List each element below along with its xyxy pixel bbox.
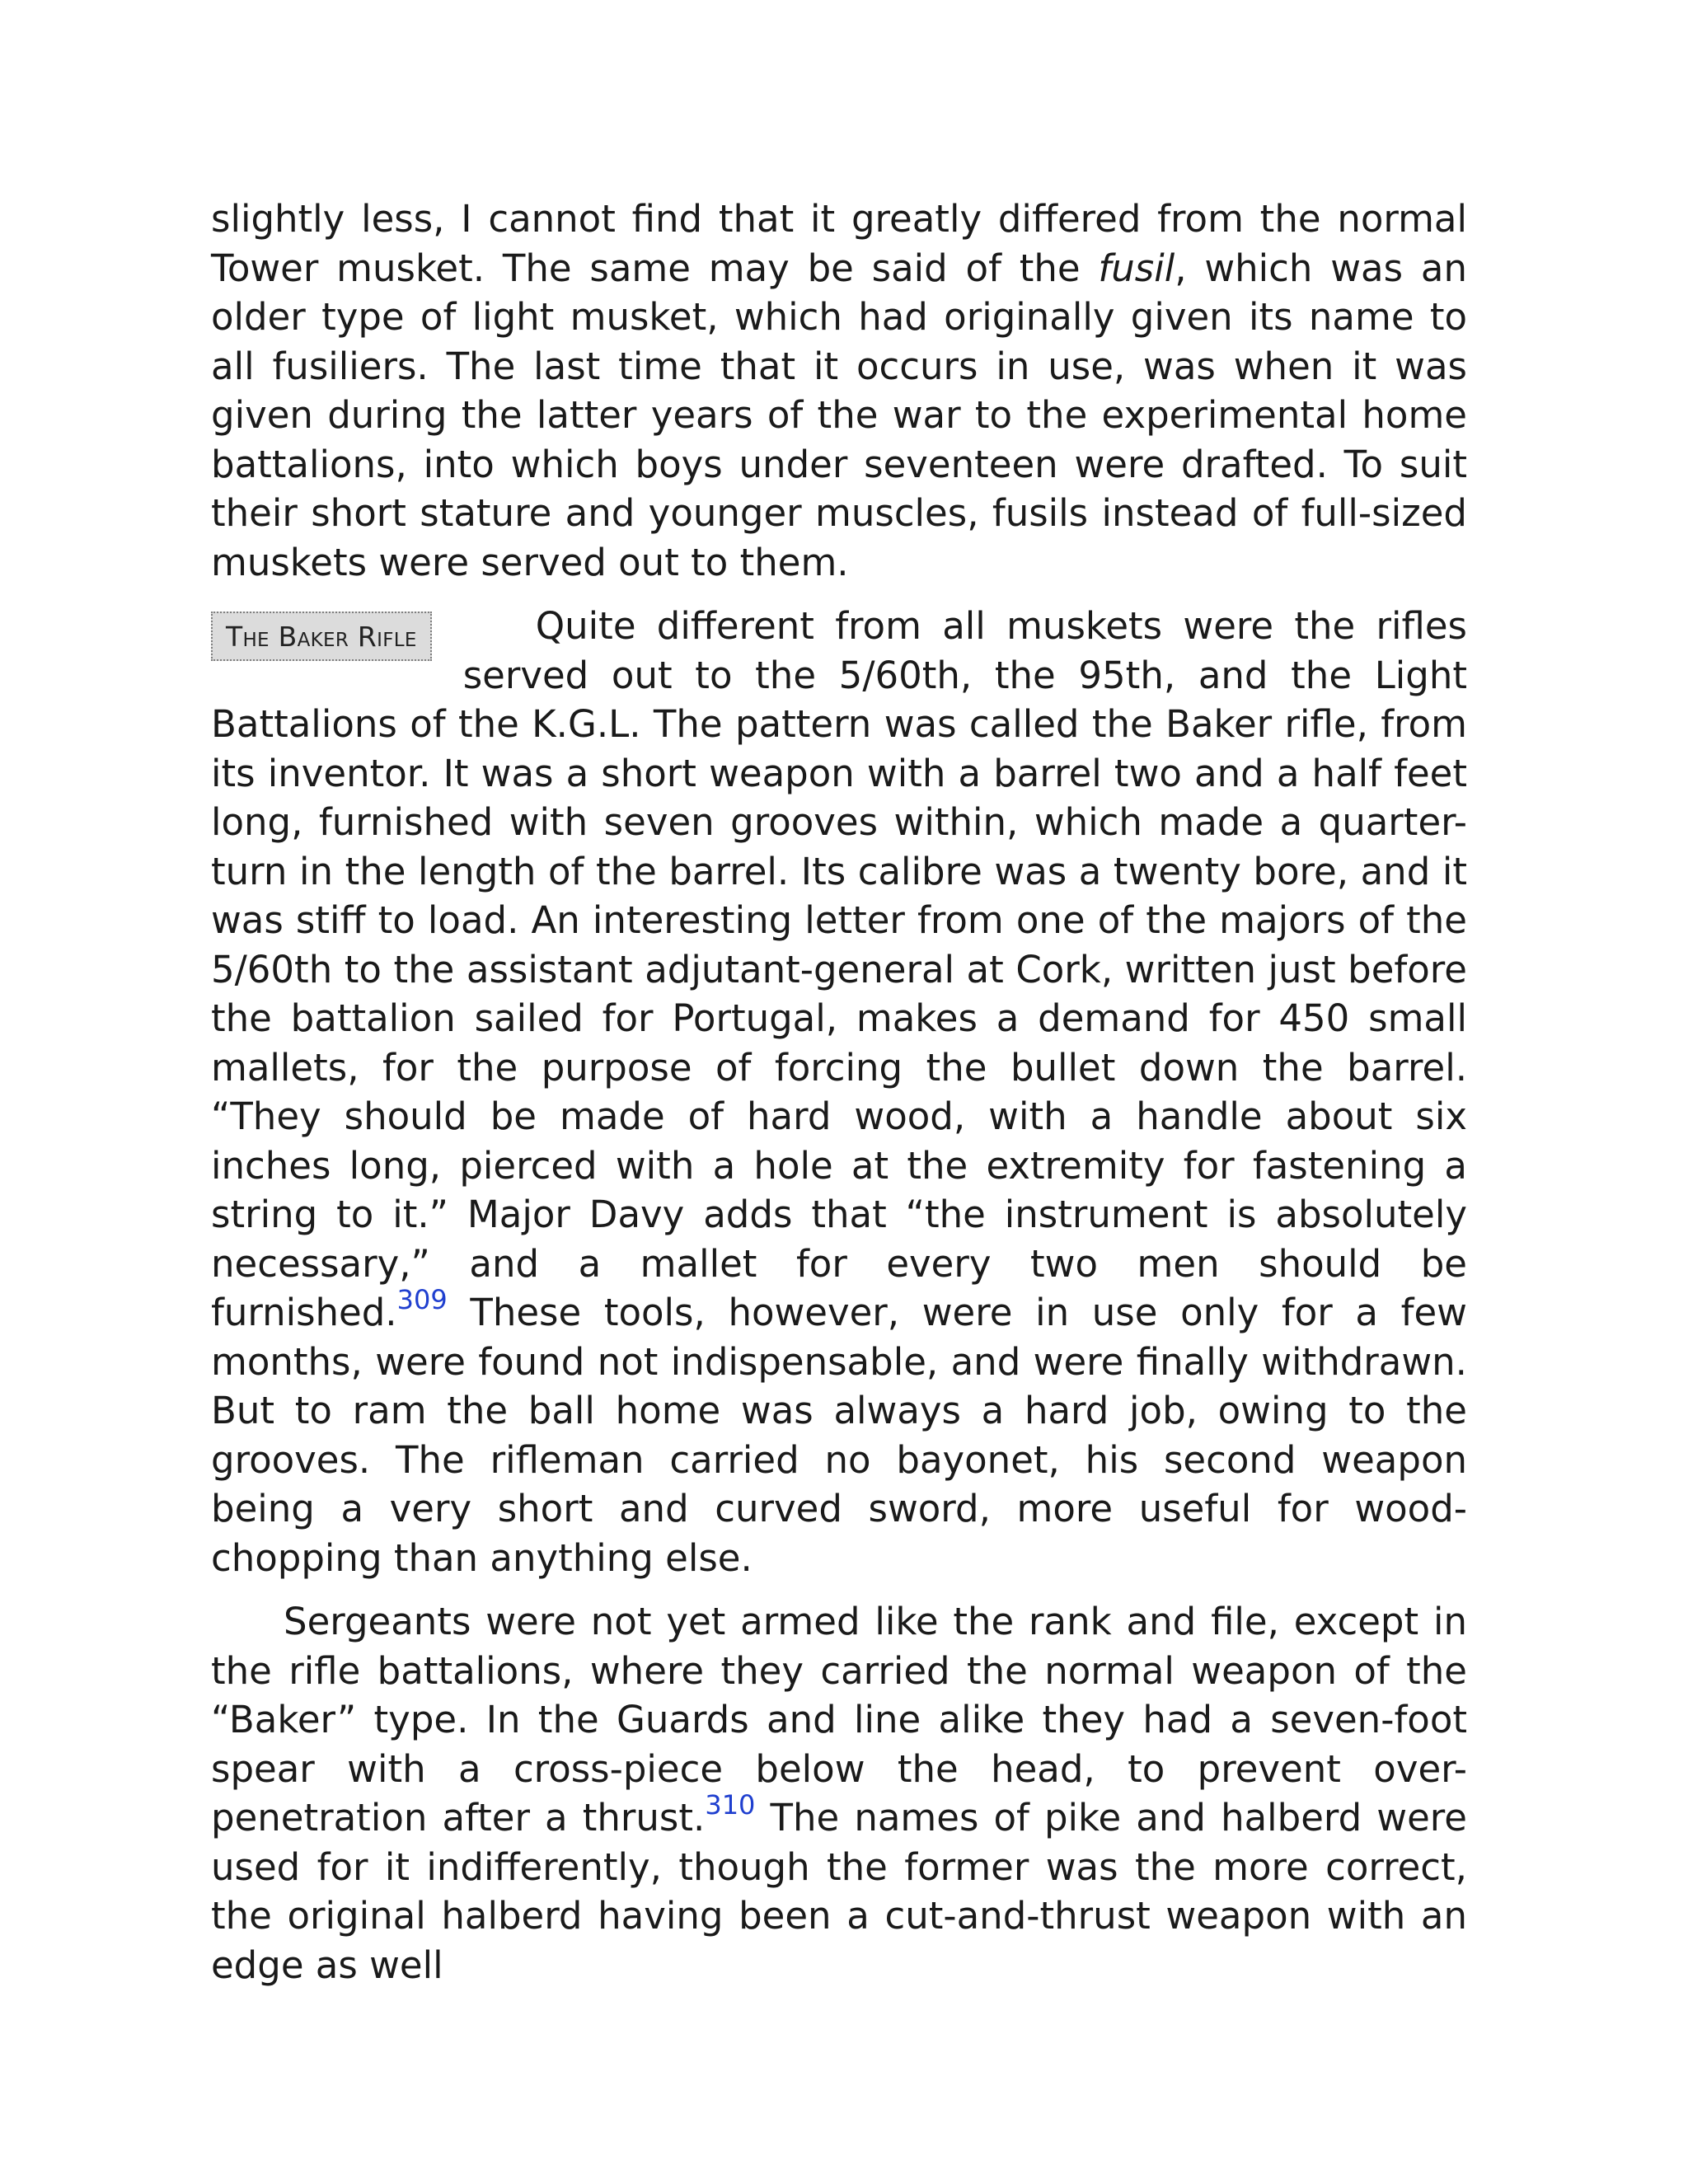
footnote-link-310[interactable]: 310 — [705, 1789, 756, 1821]
paragraph-text: The names of pike and halberd were used for it indifferently, though the former was the more correct, the original halberd having been a cut-and-thrust weapon with an edge as well — [211, 1796, 1467, 1987]
paragraph-baker-rifle — [211, 602, 1467, 1582]
italic-term-fusil: fusil — [1098, 246, 1175, 290]
footnote-link-309[interactable]: 309 — [396, 1284, 448, 1315]
paragraph-text: , which was an older type of light musket, which had originally given its name to all fusiliers. The last time that it occurs in use, was when it was given during the latter years of the war to the experimental home battalions, into which boys under seventeen were drafted. To suit their short stature and younger muscles, fusils instead of full-sized muskets were served out to them. — [211, 246, 1467, 584]
paragraph-text: These tools, however, were in use only for a few months, were found not indispensable, and were finally withdrawn. But to ram the ball home was always a hard job, owing to the grooves. The rifleman carried no bayonet, his second weapon being a very short and curved sword, more useful for wood-chopping than anything else. — [211, 1291, 1467, 1580]
paragraph-text: Sergeants were not yet armed like the rank and file, except in the rifle battalions, where they carried the normal weapon of the “Baker” type. In the Guards and line alike they had a seven-foot spear with a cross-piece below the head, to prevent over-penetration after a thrust. — [211, 1600, 1467, 1840]
paragraph-sergeants — [211, 1597, 1467, 1990]
page-body — [211, 194, 1467, 1990]
paragraph-text: Quite different from all muskets were the rifles served out to the 5/60th, the 95th, and the Light Battalions of the K.G.L. The pattern was called the Baker rifle, from its inventor. It was a short weapon with a barrel two and a half feet long, furnished with seven grooves within, which made a quarter-turn in the length of the barrel. Its calibre was a twenty bore, and it was stiff to load. An interesting letter from one of the majors of the 5/60th to the assistant adjutant-general at Cork, written just before the battalion sailed for Portugal, makes a demand for 450 small mallets, for the purpose of forcing the bullet down the barrel. “They should be made of hard wood, with a handle about six inches long, pierced with a hole at the extremity for fastening a string to it.” Major Davy adds that “the instrument is absolutely necessary,” and a mallet for every two men should be furnished. — [211, 604, 1467, 1334]
paragraph-fusil — [211, 194, 1467, 587]
sidenote-baker-rifle: The Baker Rifle — [211, 612, 432, 661]
paragraph-text: slightly less, I cannot find that it greatly differed from the normal Tower musket. The same may be said of the — [211, 197, 1467, 290]
